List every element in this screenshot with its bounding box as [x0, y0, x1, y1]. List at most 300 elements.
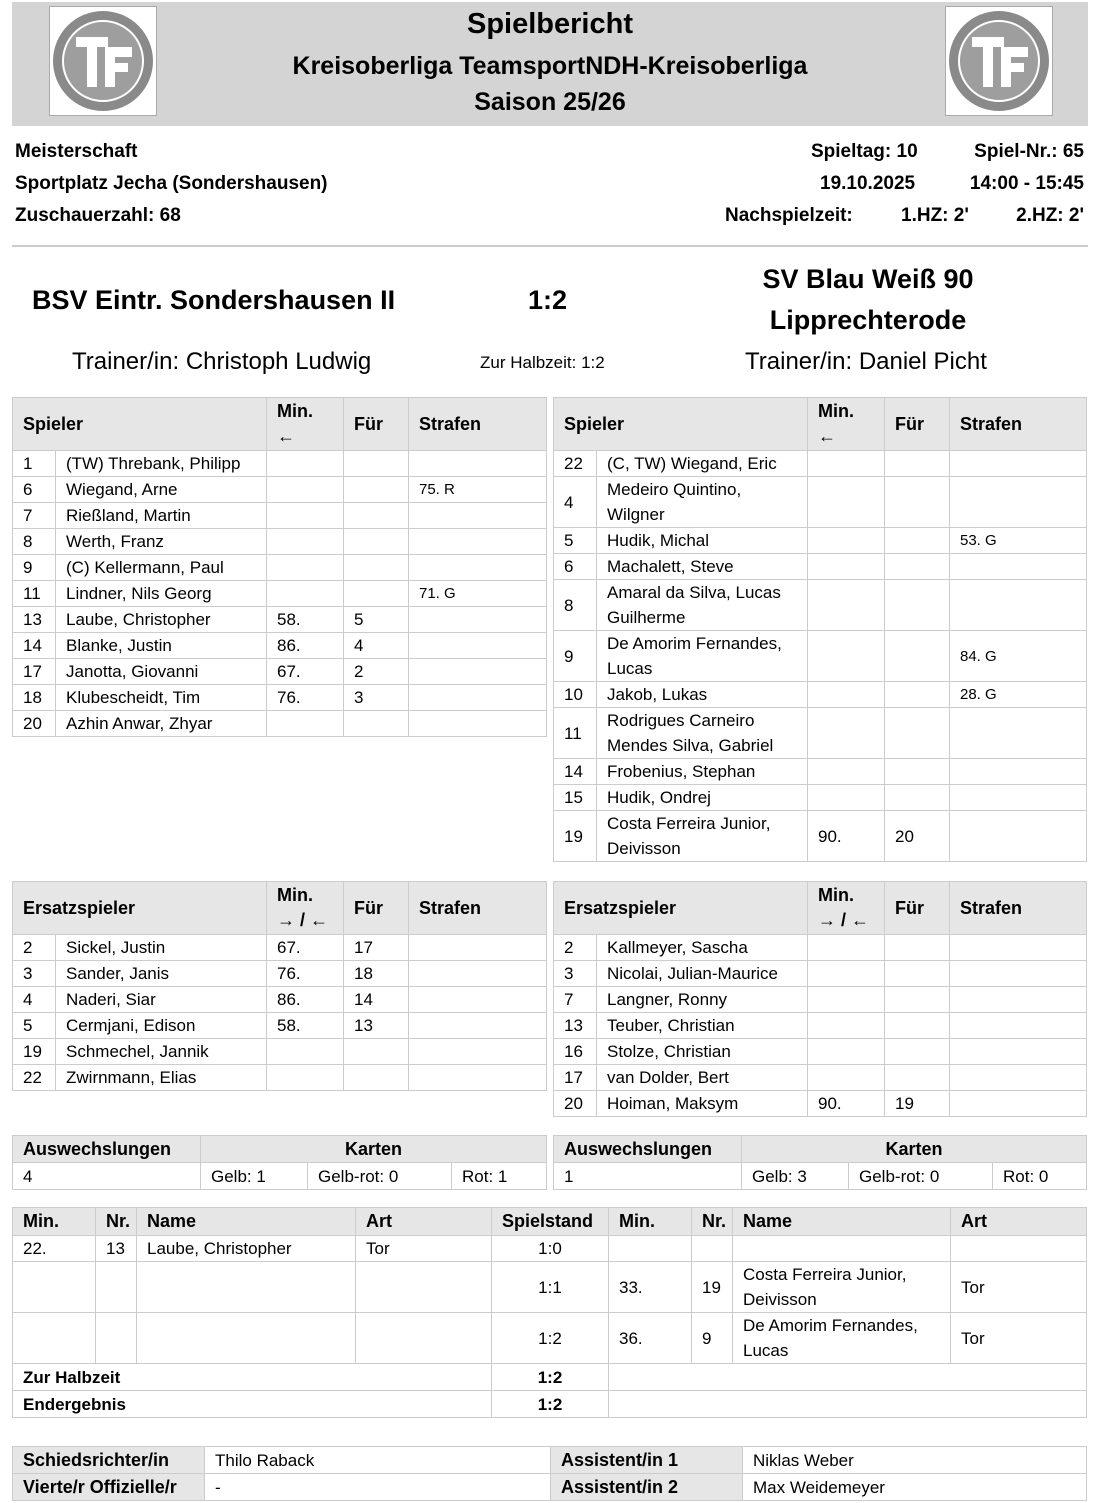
away-goal-name: Costa Ferreira Junior, Deivisson [733, 1262, 951, 1313]
table-row [554, 528, 1087, 554]
player-name: Amaral da Silva, Lucas Guilherme [597, 580, 808, 631]
report-title: Spielbericht [467, 8, 633, 40]
col-penalties: Strafen [950, 398, 1087, 451]
yellow-count: Gelb: 3 [742, 1163, 849, 1190]
player-minute: 67. [267, 659, 344, 685]
away-lineup-table [553, 397, 1087, 862]
player-penalty [409, 935, 547, 961]
player-for: 5 [344, 607, 409, 633]
table-row [13, 1013, 547, 1039]
player-for [344, 581, 409, 607]
player-minute [808, 528, 885, 554]
player-for [344, 477, 409, 503]
player-name: De Amorim Fernandes, Lucas [597, 631, 808, 682]
player-minute [808, 554, 885, 580]
player-number: 15 [554, 785, 597, 811]
col-type: Art [356, 1208, 492, 1236]
table-row [13, 1236, 1087, 1262]
player-number: 22 [13, 1065, 56, 1091]
col-name: Name [137, 1208, 356, 1236]
player-name: Nicolai, Julian-Maurice [597, 961, 808, 987]
table-row [13, 529, 547, 555]
player-minute: 67. [267, 935, 344, 961]
player-minute: 58. [267, 1013, 344, 1039]
player-penalty [950, 935, 1087, 961]
player-penalty [409, 503, 547, 529]
player-name: Cermjani, Edison [56, 1013, 267, 1039]
col-for: Für [344, 882, 409, 935]
away-goal-number: 19 [692, 1262, 733, 1313]
away-subs-table [553, 881, 1087, 1117]
player-name: Hudik, Michal [597, 528, 808, 554]
player-name: van Dolder, Bert [597, 1065, 808, 1091]
home-lineup-table [12, 397, 547, 737]
player-name: Hudik, Ondrej [597, 785, 808, 811]
player-for [885, 961, 950, 987]
player-minute [808, 1065, 885, 1091]
player-minute: 86. [267, 633, 344, 659]
halftime-result: 1:2 [492, 1364, 609, 1391]
player-number: 13 [13, 607, 56, 633]
table-row [13, 1262, 1087, 1313]
away-goal-minute [609, 1236, 692, 1262]
player-minute [808, 451, 885, 477]
player-name: (TW) Threbank, Philipp [56, 451, 267, 477]
player-number: 8 [554, 580, 597, 631]
player-penalty [409, 711, 547, 737]
home-goal-minute [13, 1313, 96, 1364]
away-goal-name [733, 1236, 951, 1262]
home-summary-table [12, 1135, 547, 1190]
table-row [13, 935, 547, 961]
player-number: 3 [554, 961, 597, 987]
away-team-name-line1: SV Blau Weiß 90 [762, 264, 974, 294]
player-number: 7 [554, 987, 597, 1013]
player-minute: 90. [808, 1091, 885, 1117]
col-number: Nr. [96, 1208, 137, 1236]
final-label: Endergebnis [13, 1391, 492, 1418]
stoppage-first-half: 1.HZ: 2' [901, 205, 969, 226]
col-substitute: Ersatzspieler [554, 882, 808, 935]
score-after-goal: 1:1 [492, 1262, 609, 1313]
player-penalty [950, 1091, 1087, 1117]
player-penalty [950, 1013, 1087, 1039]
col-for: Für [885, 882, 950, 935]
away-goal-number: 9 [692, 1313, 733, 1364]
player-penalty [409, 659, 547, 685]
away-goal-number [692, 1236, 733, 1262]
player-for: 14 [344, 987, 409, 1013]
red-count: Rot: 1 [452, 1163, 547, 1190]
player-name: Klubescheidt, Tim [56, 685, 267, 711]
player-number: 11 [13, 581, 56, 607]
player-penalty [409, 607, 547, 633]
player-number: 2 [13, 935, 56, 961]
player-for [885, 708, 950, 759]
player-name: Machalett, Steve [597, 554, 808, 580]
player-minute [267, 503, 344, 529]
home-goal-name: Laube, Christopher [137, 1236, 356, 1262]
match-time: 14:00 - 15:45 [969, 173, 1084, 194]
table-row [13, 987, 547, 1013]
player-minute [808, 682, 885, 708]
table-row [554, 580, 1087, 631]
away-goal-minute: 36. [609, 1313, 692, 1364]
player-penalty [409, 633, 547, 659]
player-name: (C, TW) Wiegand, Eric [597, 451, 808, 477]
player-penalty [409, 1013, 547, 1039]
player-for [344, 451, 409, 477]
stoppage-label: Nachspielzeit: [725, 205, 853, 226]
player-for [885, 528, 950, 554]
table-row [554, 1039, 1087, 1065]
home-coach: Trainer/in: Christoph Ludwig [72, 348, 372, 375]
col-minute: Min. [13, 1208, 96, 1236]
player-name: Kallmeyer, Sascha [597, 935, 808, 961]
player-for [885, 987, 950, 1013]
player-minute [267, 477, 344, 503]
player-minute [267, 581, 344, 607]
player-number: 3 [13, 961, 56, 987]
player-minute [267, 711, 344, 737]
table-row [13, 503, 547, 529]
goals-table [12, 1207, 1087, 1418]
player-for [885, 477, 950, 528]
venue: Sportplatz Jecha (Sondershausen) [15, 173, 328, 194]
player-penalty [950, 580, 1087, 631]
player-name: Stolze, Christian [597, 1039, 808, 1065]
assistant1-name: Niklas Weber [743, 1447, 1087, 1474]
table-row [554, 935, 1087, 961]
home-goal-minute [13, 1262, 96, 1313]
home-subs-table [12, 881, 547, 1091]
player-number: 20 [554, 1091, 597, 1117]
player-penalty [409, 529, 547, 555]
player-penalty: 28. G [950, 682, 1087, 708]
player-number: 17 [13, 659, 56, 685]
home-goal-number [96, 1313, 137, 1364]
away-team-name-line2: Lipprechterode [769, 305, 967, 335]
home-goal-type [356, 1262, 492, 1313]
competition: Meisterschaft [15, 141, 138, 162]
table-row [554, 811, 1087, 862]
score-after-goal: 1:0 [492, 1236, 609, 1262]
player-minute [267, 555, 344, 581]
home-goal-number [96, 1262, 137, 1313]
home-goal-name [137, 1313, 356, 1364]
player-penalty [950, 554, 1087, 580]
player-for [344, 1039, 409, 1065]
player-number: 6 [554, 554, 597, 580]
table-row [13, 659, 547, 685]
player-minute: 76. [267, 685, 344, 711]
player-minute [267, 1039, 344, 1065]
player-name: Janotta, Giovanni [56, 659, 267, 685]
table-row [13, 581, 547, 607]
divider [12, 245, 1088, 247]
player-name: Frobenius, Stephan [597, 759, 808, 785]
red-count: Rot: 0 [993, 1163, 1087, 1190]
player-penalty: 84. G [950, 631, 1087, 682]
player-for [885, 1065, 950, 1091]
player-penalty [409, 961, 547, 987]
player-penalty [409, 1039, 547, 1065]
col-name: Name [733, 1208, 951, 1236]
table-row [554, 1013, 1087, 1039]
col-minute: Min. ← [808, 398, 885, 451]
player-number: 5 [13, 1013, 56, 1039]
player-penalty [950, 451, 1087, 477]
player-number: 4 [13, 987, 56, 1013]
league-name: Kreisoberliga TeamsportNDH-Kreisoberliga [292, 52, 808, 80]
player-name: Sickel, Justin [56, 935, 267, 961]
player-number: 19 [554, 811, 597, 862]
player-name: Blanke, Justin [56, 633, 267, 659]
player-number: 13 [554, 1013, 597, 1039]
player-for [885, 631, 950, 682]
player-penalty [950, 1039, 1087, 1065]
col-for: Für [344, 398, 409, 451]
table-row [13, 1039, 547, 1065]
table-row [554, 1065, 1087, 1091]
player-for [885, 785, 950, 811]
player-penalty [409, 1065, 547, 1091]
player-number: 9 [13, 555, 56, 581]
player-number: 5 [554, 528, 597, 554]
player-name: Azhin Anwar, Zhyar [56, 711, 267, 737]
halftime-score: Zur Halbzeit: 1:2 [480, 353, 605, 372]
home-goal-number: 13 [96, 1236, 137, 1262]
player-for [344, 711, 409, 737]
home-goal-minute: 22. [13, 1236, 96, 1262]
player-name: Langner, Ronny [597, 987, 808, 1013]
player-penalty [950, 785, 1087, 811]
player-penalty: 75. R [409, 477, 547, 503]
player-name: Laube, Christopher [56, 607, 267, 633]
player-name: Costa Ferreira Junior, Deivisson [597, 811, 808, 862]
table-row [554, 987, 1087, 1013]
player-for: 18 [344, 961, 409, 987]
player-penalty [950, 708, 1087, 759]
player-number: 19 [13, 1039, 56, 1065]
player-minute: 58. [267, 607, 344, 633]
player-for: 20 [885, 811, 950, 862]
player-number: 16 [554, 1039, 597, 1065]
col-minute: Min. [609, 1208, 692, 1236]
player-minute: 90. [808, 811, 885, 862]
player-number: 2 [554, 935, 597, 961]
table-row [554, 961, 1087, 987]
table-row [13, 1065, 547, 1091]
player-for [885, 554, 950, 580]
col-penalties: Strafen [409, 882, 547, 935]
home-goal-name [137, 1262, 356, 1313]
player-minute [808, 580, 885, 631]
player-for [885, 580, 950, 631]
col-cards: Karten [201, 1136, 547, 1163]
player-penalty: 53. G [950, 528, 1087, 554]
table-row [554, 554, 1087, 580]
table-row [554, 1091, 1087, 1117]
player-for [885, 935, 950, 961]
assistant2-label: Assistent/in 2 [551, 1474, 743, 1501]
match-date: 19.10.2025 [820, 173, 916, 194]
player-name: Teuber, Christian [597, 1013, 808, 1039]
table-row [13, 555, 547, 581]
col-minute: Min. → / ← [808, 882, 885, 935]
player-name: Medeiro Quintino, Wilgner [597, 477, 808, 528]
table-row [13, 451, 547, 477]
player-for [885, 451, 950, 477]
table-row [554, 785, 1087, 811]
player-name: Schmechel, Jannik [56, 1039, 267, 1065]
player-for [344, 529, 409, 555]
player-for: 3 [344, 685, 409, 711]
substitution-count: 4 [13, 1163, 201, 1190]
player-minute [808, 708, 885, 759]
col-score: Spielstand [492, 1208, 609, 1236]
player-minute [267, 451, 344, 477]
player-minute [808, 1013, 885, 1039]
yellow-count: Gelb: 1 [201, 1163, 308, 1190]
player-penalty [409, 451, 547, 477]
away-goal-minute: 33. [609, 1262, 692, 1313]
player-for [885, 682, 950, 708]
col-player: Spieler [554, 398, 808, 451]
halftime-label: Zur Halbzeit [13, 1364, 492, 1391]
player-penalty [409, 685, 547, 711]
fourth-official-label: Vierte/r Offizielle/r [13, 1474, 205, 1501]
referee-name: Thilo Raback [205, 1447, 551, 1474]
player-for [885, 1039, 950, 1065]
player-penalty [950, 961, 1087, 987]
season: Saison 25/26 [474, 88, 626, 116]
player-name: Naderi, Siar [56, 987, 267, 1013]
player-minute [808, 477, 885, 528]
player-name: Zwirnmann, Elias [56, 1065, 267, 1091]
final-result: 1:2 [492, 1391, 609, 1418]
home-goal-type [356, 1313, 492, 1364]
col-player: Spieler [13, 398, 267, 451]
player-for: 17 [344, 935, 409, 961]
col-minute: Min. ← [267, 398, 344, 451]
player-number: 11 [554, 708, 597, 759]
player-name: Lindner, Nils Georg [56, 581, 267, 607]
player-for [885, 1013, 950, 1039]
away-summary-table [553, 1135, 1087, 1190]
report-header [12, 2, 1088, 126]
home-team-name: BSV Eintr. Sondershausen II [32, 285, 396, 315]
player-number: 14 [554, 759, 597, 785]
player-minute [808, 785, 885, 811]
stoppage-second-half: 2.HZ: 2' [1016, 205, 1084, 226]
player-number: 18 [13, 685, 56, 711]
player-number: 22 [554, 451, 597, 477]
match-number: Spiel-Nr.: 65 [974, 141, 1084, 162]
player-penalty [950, 477, 1087, 528]
col-type: Art [951, 1208, 1087, 1236]
table-row [554, 477, 1087, 528]
player-minute [808, 1039, 885, 1065]
table-row [13, 633, 547, 659]
score-after-goal: 1:2 [492, 1313, 609, 1364]
referee-label: Schiedsrichter/in [13, 1447, 205, 1474]
player-minute [267, 529, 344, 555]
assistant1-label: Assistent/in 1 [551, 1447, 743, 1474]
away-goal-type: Tor [951, 1313, 1087, 1364]
player-number: 8 [13, 529, 56, 555]
table-row [554, 451, 1087, 477]
player-number: 4 [554, 477, 597, 528]
player-penalty: 71. G [409, 581, 547, 607]
away-goal-type [951, 1236, 1087, 1262]
player-name: Sander, Janis [56, 961, 267, 987]
player-for: 2 [344, 659, 409, 685]
col-penalties: Strafen [950, 882, 1087, 935]
player-name: Rodrigues Carneiro Mendes Silva, Gabriel [597, 708, 808, 759]
col-number: Nr. [692, 1208, 733, 1236]
player-minute [808, 987, 885, 1013]
col-substitutions: Auswechslungen [554, 1136, 742, 1163]
player-number: 10 [554, 682, 597, 708]
final-score: 1:2 [528, 285, 568, 315]
table-row [554, 759, 1087, 785]
player-number: 1 [13, 451, 56, 477]
col-cards: Karten [742, 1136, 1087, 1163]
col-substitute: Ersatzspieler [13, 882, 267, 935]
table-row [13, 607, 547, 633]
table-row [554, 631, 1087, 682]
player-number: 9 [554, 631, 597, 682]
player-for [344, 555, 409, 581]
yellow-red-count: Gelb-rot: 0 [849, 1163, 993, 1190]
player-penalty [950, 759, 1087, 785]
table-row [13, 711, 547, 737]
assistant2-name: Max Weidemeyer [743, 1474, 1087, 1501]
player-minute [808, 961, 885, 987]
table-row [13, 477, 547, 503]
matchday: Spieltag: 10 [811, 141, 918, 162]
away-goal-type: Tor [951, 1262, 1087, 1313]
col-for: Für [885, 398, 950, 451]
player-for: 13 [344, 1013, 409, 1039]
player-name: (C) Kellermann, Paul [56, 555, 267, 581]
player-minute [808, 631, 885, 682]
player-penalty [950, 1065, 1087, 1091]
col-minute: Min. → / ← [267, 882, 344, 935]
player-penalty [950, 811, 1087, 862]
away-coach: Trainer/in: Daniel Picht [745, 348, 987, 375]
player-penalty [950, 987, 1087, 1013]
player-penalty [409, 555, 547, 581]
player-number: 7 [13, 503, 56, 529]
player-for: 4 [344, 633, 409, 659]
player-minute [267, 1065, 344, 1091]
away-goal-name: De Amorim Fernandes, Lucas [733, 1313, 951, 1364]
player-minute: 76. [267, 961, 344, 987]
player-minute [808, 759, 885, 785]
player-name: Rießland, Martin [56, 503, 267, 529]
player-name: Hoiman, Maksym [597, 1091, 808, 1117]
player-for [344, 503, 409, 529]
player-name: Wiegand, Arne [56, 477, 267, 503]
table-row [554, 682, 1087, 708]
table-row [554, 708, 1087, 759]
player-for [885, 759, 950, 785]
player-minute: 86. [267, 987, 344, 1013]
col-penalties: Strafen [409, 398, 547, 451]
table-row [13, 961, 547, 987]
